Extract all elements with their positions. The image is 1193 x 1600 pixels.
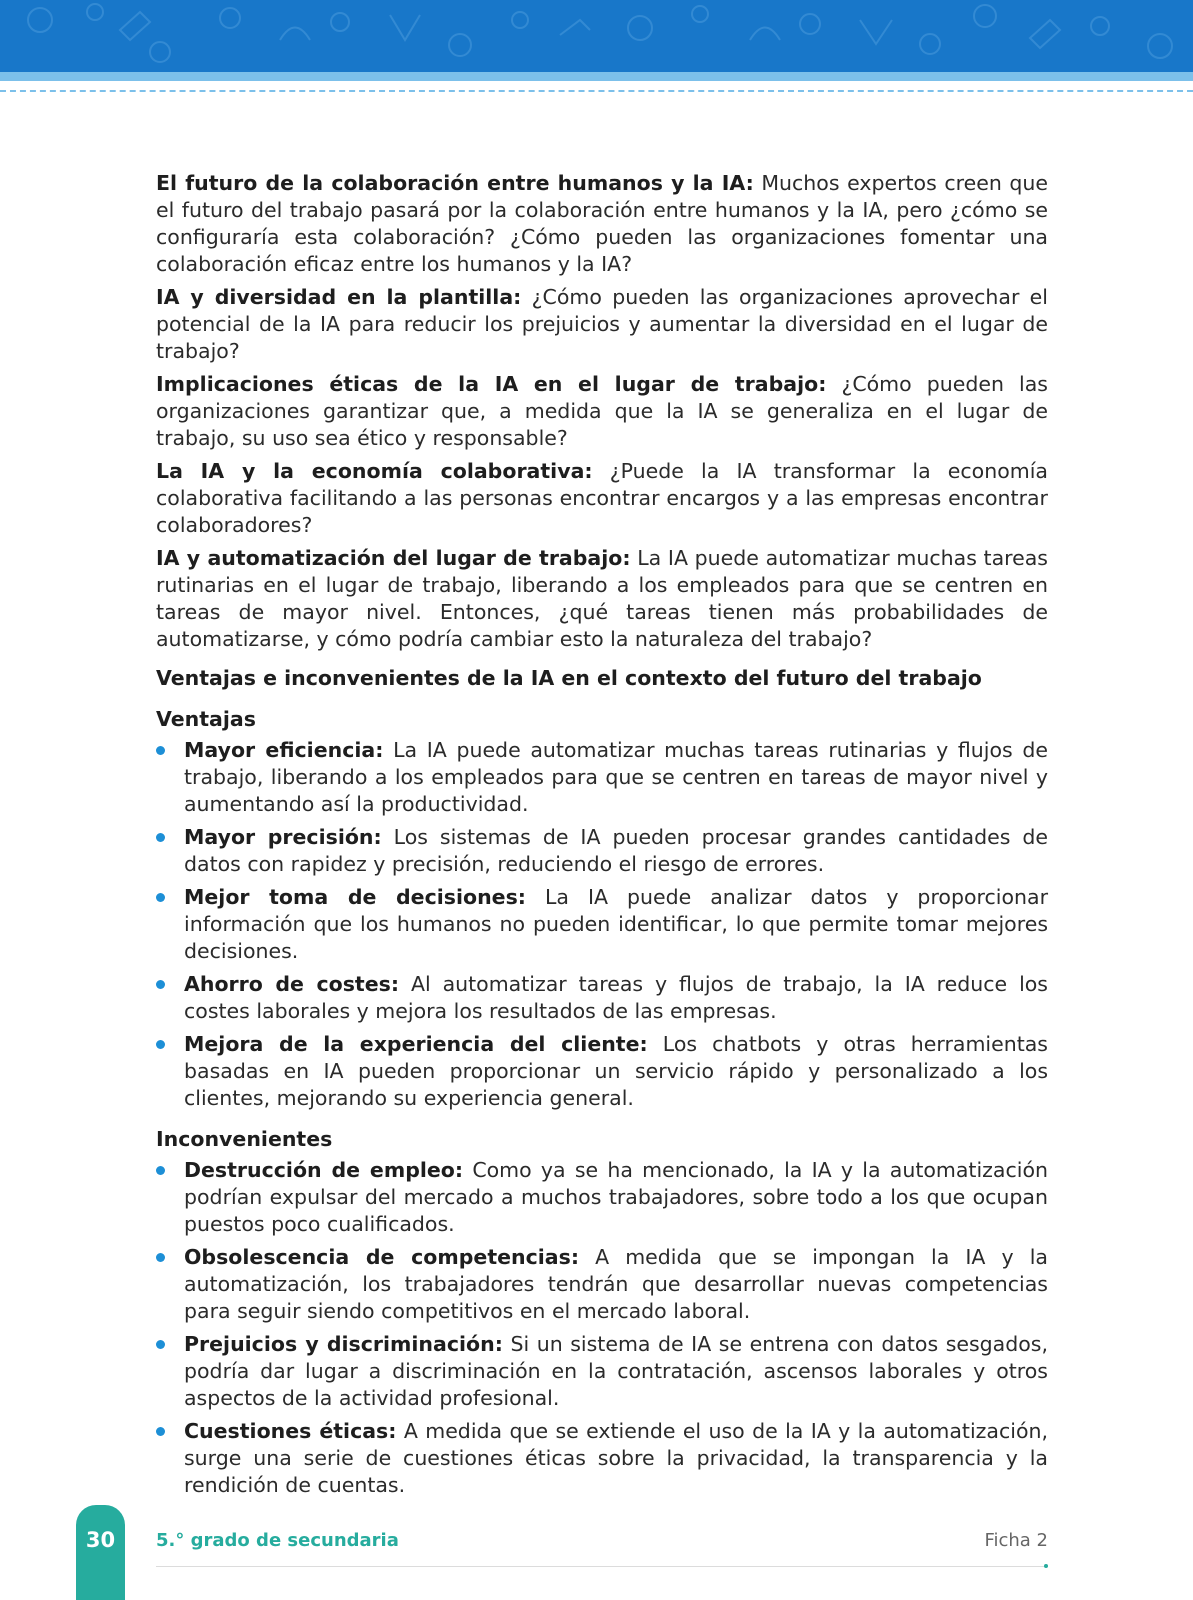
item-lead: Obsolescencia de competencias: <box>184 1245 580 1269</box>
item-text: A medida que se impongan la IA y la automatización, los trabajadores tendrán que desarrollar nuevas competencias para seguir siendo competitivos en el mercado laboral. <box>184 1245 1048 1323</box>
item-lead: Mayor precisión: <box>184 825 382 849</box>
bullet-icon <box>156 893 165 902</box>
bullet-icon <box>156 1427 165 1436</box>
list-item <box>156 884 1048 965</box>
bullet-icon <box>156 746 165 755</box>
list-item <box>156 971 1048 1025</box>
page-number: 30 <box>85 1528 116 1552</box>
paragraph <box>156 371 1048 452</box>
header-strip <box>0 72 1193 81</box>
item-text: La IA puede analizar datos y proporcionar información que los humanos no pueden identificar, lo que permite tomar mejores decisiones. <box>184 885 1048 963</box>
item-text: Como ya se ha mencionado, la IA y la automatización podrían expulsar del mercado a muchos trabajadores, sobre todo a los que ocupan puestos poco cualificados. <box>184 1158 1048 1236</box>
footer-grade: 5.° grado de secundaria <box>156 1530 399 1551</box>
item-text: La IA puede automatizar muchas tareas rutinarias y flujos de trabajo, liberando a los empleados para que se centren en tareas de mayor nivel y aumentando así la productividad. <box>184 738 1048 816</box>
paragraph-lead: El futuro de la colaboración entre humanos y la IA: <box>156 171 754 195</box>
footer-ficha: Ficha 2 <box>984 1530 1048 1551</box>
paragraph-lead: IA y diversidad en la plantilla: <box>156 285 522 309</box>
paragraph-text: ¿Cómo pueden las organizaciones aprovechar el potencial de la IA para reducir los prejuicios y aumentar la diversidad en el lugar de trabajo? <box>156 285 1048 363</box>
item-lead: Prejuicios y discriminación: <box>184 1332 503 1356</box>
footer-dot-icon <box>1044 1564 1048 1568</box>
item-lead: Ahorro de costes: <box>184 972 400 996</box>
item-lead: Destrucción de empleo: <box>184 1158 464 1182</box>
paragraph <box>156 545 1048 653</box>
list-item <box>156 1331 1048 1412</box>
bullet-icon <box>156 1166 165 1175</box>
item-text: Los sistemas de IA pueden procesar grandes cantidades de datos con rapidez y precisión, reduciendo el riesgo de errores. <box>184 825 1048 876</box>
list-item <box>156 824 1048 878</box>
item-lead: Cuestiones éticas: <box>184 1419 397 1443</box>
item-text: Si un sistema de IA se entrena con datos sesgados, podría dar lugar a discriminación en la contratación, ascensos laborales y otros aspectos de la actividad profesional. <box>184 1332 1048 1410</box>
bullet-icon <box>156 980 165 989</box>
bullet-icon <box>156 1040 165 1049</box>
inconvenientes-heading: Inconvenientes <box>156 1127 333 1151</box>
decorative-doodle-pattern-icon <box>0 0 1193 72</box>
list-item <box>156 1418 1048 1499</box>
section-title: Ventajas e inconvenientes de la IA en el contexto del futuro del trabajo <box>156 666 982 690</box>
item-text: Al automatizar tareas y flujos de trabajo, la IA reduce los costes laborales y mejora los resultados de las empresas. <box>184 972 1048 1023</box>
paragraph-lead: IA y automatización del lugar de trabajo: <box>156 546 631 570</box>
list-item <box>156 1244 1048 1325</box>
item-text: Los chatbots y otras herramientas basadas en IA pueden proporcionar un servicio rápido y personalizado a los clientes, mejorando su experiencia general. <box>184 1032 1048 1110</box>
page-number-tab <box>76 1505 125 1600</box>
item-lead: Mayor eficiencia: <box>184 738 384 762</box>
bullet-icon <box>156 1253 165 1262</box>
paragraph <box>156 170 1048 278</box>
page-content <box>156 170 1048 1505</box>
paragraph-text: ¿Cómo pueden las organizaciones garantizar que, a medida que la IA se generaliza en el lugar de trabajo, su uso sea ético y responsable? <box>156 372 1048 450</box>
ventajas-heading: Ventajas <box>156 707 256 731</box>
paragraph-text: La IA puede automatizar muchas tareas rutinarias en el lugar de trabajo, liberando a los empleados para que se centren en tareas de mayor nivel. Entonces, ¿qué tareas tienen más probabilidades de automatizarse, y cómo podría cambiar esto la naturaleza del trabajo? <box>156 546 1048 651</box>
footer-divider <box>156 1566 1048 1567</box>
paragraph-text: Muchos expertos creen que el futuro del trabajo pasará por la colaboración entre humanos y la IA, pero ¿cómo se configuraría esta colaboración? ¿Cómo pueden las organizaciones fomentar una colaboración eficaz entre los humanos y la IA? <box>156 171 1048 276</box>
list-item <box>156 737 1048 818</box>
inconvenientes-list <box>156 1157 1048 1499</box>
bullet-icon <box>156 833 165 842</box>
item-lead: Mejor toma de decisiones: <box>184 885 526 909</box>
list-item <box>156 1031 1048 1112</box>
item-lead: Mejora de la experiencia del cliente: <box>184 1032 648 1056</box>
header-dashed-divider <box>0 90 1193 92</box>
header-band <box>0 0 1193 72</box>
ventajas-list <box>156 737 1048 1112</box>
item-text: A medida que se extiende el uso de la IA y la automatización, surge una serie de cuestiones éticas sobre la privacidad, la transparencia y la rendición de cuentas. <box>184 1419 1049 1497</box>
paragraph <box>156 284 1048 365</box>
paragraph-lead: Implicaciones éticas de la IA en el lugar de trabajo: <box>156 372 827 396</box>
list-item <box>156 1157 1048 1238</box>
paragraph <box>156 458 1048 539</box>
bullet-icon <box>156 1340 165 1349</box>
paragraph-lead: La IA y la economía colaborativa: <box>156 459 593 483</box>
paragraph-text: ¿Puede la IA transformar la economía colaborativa facilitando a las personas encontrar encargos y a las empresas encontrar colaboradores? <box>156 459 1048 537</box>
